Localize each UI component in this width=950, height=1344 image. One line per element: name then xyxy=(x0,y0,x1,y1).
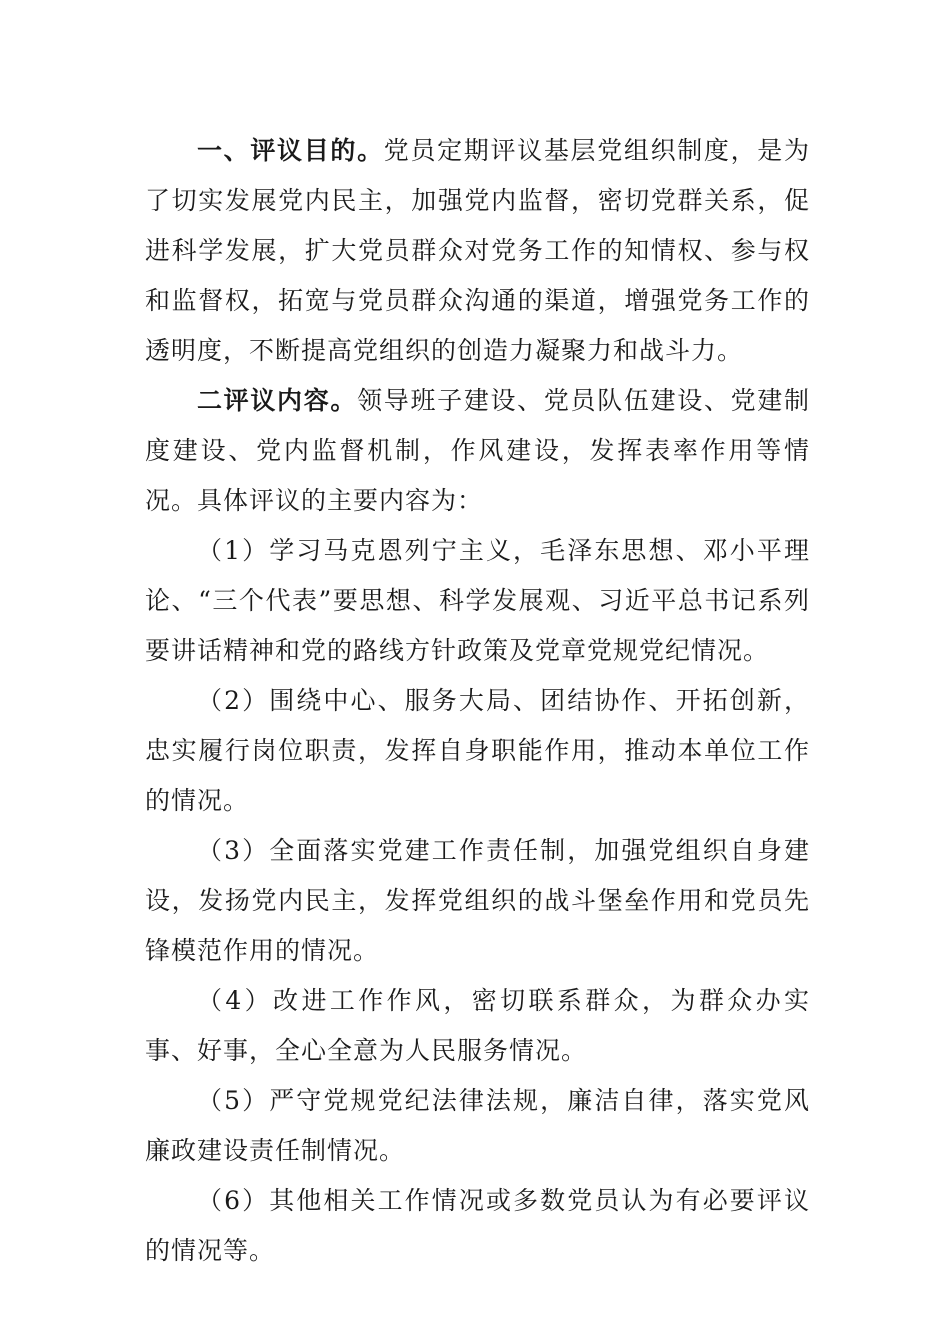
list-item-3: （3）全面落实党建工作责任制，加强党组织自身建设，发扬党内民主，发挥党组织的战斗堡垒作用和党员先锋模范作用的情况。 xyxy=(145,836,810,965)
section-heading-content: 二评议内容。 xyxy=(197,386,358,415)
section-heading-purpose: 一、评议目的。 xyxy=(197,136,384,165)
section-body-purpose: 党员定期评议基层党组织制度，是为了切实发展党内民主，加强党内监督，密切党群关系，促进科学发展，扩大党员群众对党务工作的知情权、参与权和监督权，拓宽与党员群众沟通的渠道，增强党务工作的透明度，不断提高党组织的创造力凝聚力和战斗力。 xyxy=(145,136,810,365)
document-page xyxy=(145,126,810,1276)
paragraph-content xyxy=(145,376,810,526)
list-item-2: （2）围绕中心、服务大局、团结协作、开拓创新，忠实履行岗位职责，发挥自身职能作用，推动本单位工作的情况。 xyxy=(145,686,810,815)
section-body-content: 领导班子建设、党员队伍建设、党建制度建设、党内监督机制，作风建设，发挥表率作用等情况。具体评议的主要内容为： xyxy=(145,386,810,515)
list-item-4: （4）改进工作作风，密切联系群众，为群众办实事、好事，全心全意为人民服务情况。 xyxy=(145,986,810,1065)
list-item-5: （5）严守党规党纪法律法规，廉洁自律，落实党风廉政建设责任制情况。 xyxy=(145,1086,810,1165)
paragraph-purpose xyxy=(145,126,810,376)
list-item-1: （1）学习马克恩列宁主义，毛泽东思想、邓小平理论、“三个代表”要思想、科学发展观、习近平总书记系列要讲话精神和党的路线方针政策及党章党规党纪情况。 xyxy=(145,536,810,665)
list-item-6: （6）其他相关工作情况或多数党员认为有必要评议的情况等。 xyxy=(145,1186,810,1265)
